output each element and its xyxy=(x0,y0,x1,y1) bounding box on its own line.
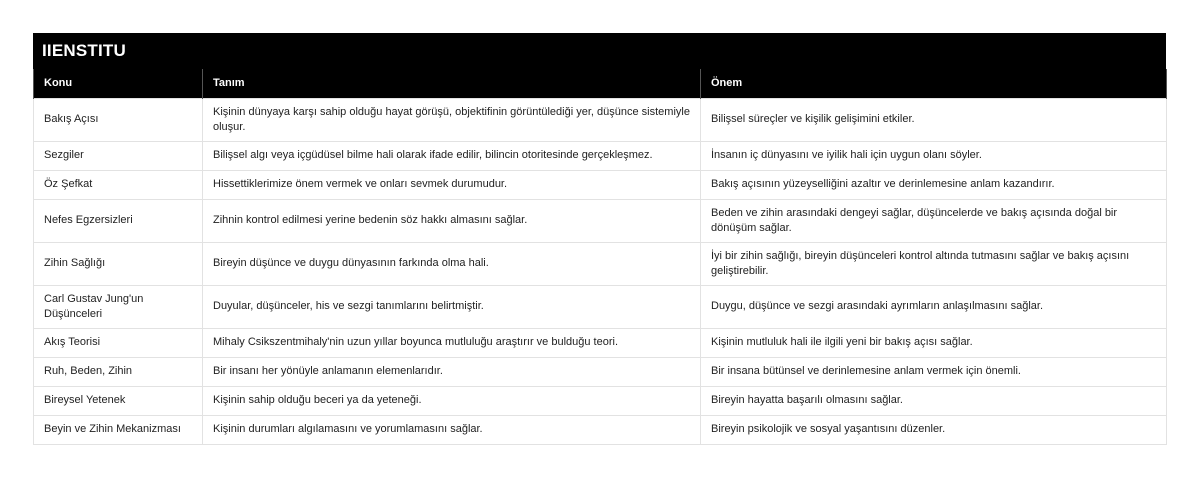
table-row xyxy=(34,199,1167,242)
cell-onem: Bir insana bütünsel ve derinlemesine anlam vermek için önemli. xyxy=(701,357,1167,386)
table-row xyxy=(34,328,1167,357)
table-row xyxy=(34,170,1167,199)
table-row xyxy=(34,242,1167,285)
table-header-row xyxy=(34,69,1167,98)
cell-onem: Bireyin psikolojik ve sosyal yaşantısını düzenler. xyxy=(701,415,1167,444)
column-header-onem: Önem xyxy=(701,69,1167,98)
column-header-konu: Konu xyxy=(34,69,203,98)
cell-onem: İyi bir zihin sağlığı, bireyin düşünceleri kontrol altında tutmasını sağlar ve bakış açısını geliştirebilir. xyxy=(701,242,1167,285)
cell-tanim: Kişinin dünyaya karşı sahip olduğu hayat görüşü, objektifinin görüntülediği yer, düşünce sistemiyle oluşur. xyxy=(203,98,701,141)
cell-tanim: Bilişsel algı veya içgüdüsel bilme hali olarak ifade edilir, bilincin otoritesinde gerçekleşmez. xyxy=(203,141,701,170)
table-row xyxy=(34,98,1167,141)
cell-tanim: Kişinin sahip olduğu beceri ya da yeteneği. xyxy=(203,386,701,415)
cell-onem: Beden ve zihin arasındaki dengeyi sağlar, düşüncelerde ve bakış açısında doğal bir dönüşüm sağlar. xyxy=(701,199,1167,242)
brand-title: IIENSTITU xyxy=(42,41,126,60)
cell-onem: Bilişsel süreçler ve kişilik gelişimini etkiler. xyxy=(701,98,1167,141)
table-row xyxy=(34,415,1167,444)
brand-header xyxy=(33,33,1166,69)
cell-tanim: Mihaly Csikszentmihaly'nin uzun yıllar boyunca mutluluğu araştırır ve bulduğu teori. xyxy=(203,328,701,357)
column-header-tanim: Tanım xyxy=(203,69,701,98)
cell-konu: Zihin Sağlığı xyxy=(34,242,203,285)
cell-onem: Kişinin mutluluk hali ile ilgili yeni bir bakış açısı sağlar. xyxy=(701,328,1167,357)
cell-tanim: Duyular, düşünceler, his ve sezgi tanımlarını belirtmiştir. xyxy=(203,285,701,328)
cell-onem: Duygu, düşünce ve sezgi arasındaki ayrımların anlaşılmasını sağlar. xyxy=(701,285,1167,328)
cell-konu: Carl Gustav Jung'un Düşünceleri xyxy=(34,285,203,328)
table-row xyxy=(34,357,1167,386)
cell-konu: Sezgiler xyxy=(34,141,203,170)
cell-tanim: Kişinin durumları algılamasını ve yorumlamasını sağlar. xyxy=(203,415,701,444)
table-container xyxy=(33,33,1166,445)
cell-onem: Bakış açısının yüzeyselliğini azaltır ve derinlemesine anlam kazandırır. xyxy=(701,170,1167,199)
cell-konu: Bakış Açısı xyxy=(34,98,203,141)
table-row xyxy=(34,141,1167,170)
cell-onem: İnsanın iç dünyasını ve iyilik hali için uygun olanı söyler. xyxy=(701,141,1167,170)
cell-tanim: Zihnin kontrol edilmesi yerine bedenin söz hakkı almasını sağlar. xyxy=(203,199,701,242)
cell-konu: Ruh, Beden, Zihin xyxy=(34,357,203,386)
cell-onem: Bireyin hayatta başarılı olmasını sağlar. xyxy=(701,386,1167,415)
cell-konu: Öz Şefkat xyxy=(34,170,203,199)
cell-konu: Nefes Egzersizleri xyxy=(34,199,203,242)
table-row xyxy=(34,386,1167,415)
cell-konu: Bireysel Yetenek xyxy=(34,386,203,415)
cell-tanim: Hissettiklerimize önem vermek ve onları sevmek durumudur. xyxy=(203,170,701,199)
cell-konu: Beyin ve Zihin Mekanizması xyxy=(34,415,203,444)
data-table xyxy=(33,69,1167,445)
table-row xyxy=(34,285,1167,328)
cell-konu: Akış Teorisi xyxy=(34,328,203,357)
cell-tanim: Bireyin düşünce ve duygu dünyasının farkında olma hali. xyxy=(203,242,701,285)
cell-tanim: Bir insanı her yönüyle anlamanın elemenlarıdır. xyxy=(203,357,701,386)
